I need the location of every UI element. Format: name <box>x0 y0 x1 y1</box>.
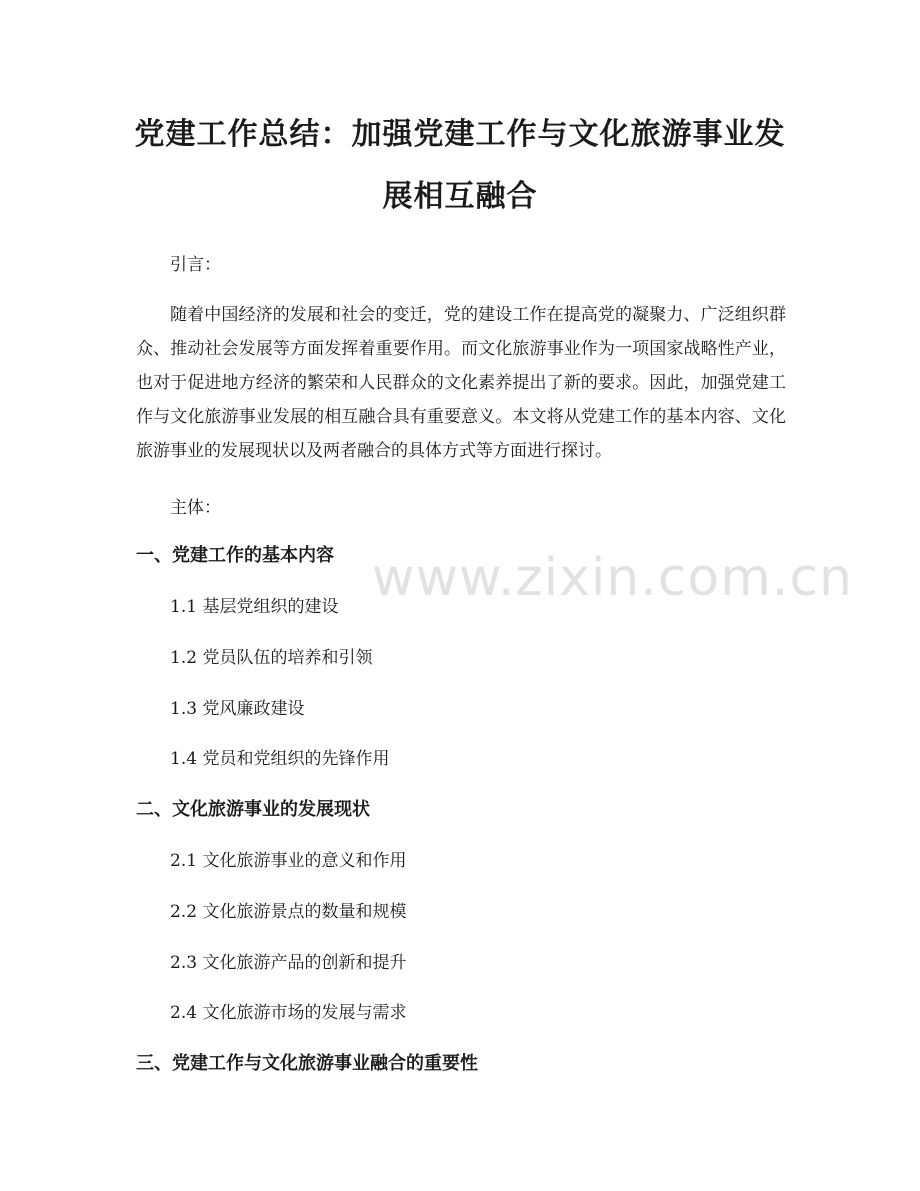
document-title: 党建工作总结：加强党建工作与文化旅游事业发展相互融合 <box>134 117 786 214</box>
list-item: 1.3 党风廉政建设 <box>170 699 305 719</box>
intro-paragraph: 随着中国经济的发展和社会的变迁，党的建设工作在提高党的凝聚力、广泛组织群众、推动社会发展等方面发挥着重要作用。而文化旅游事业作为一项国家战略性产业，也对于促进地方经济的繁荣和人民群众的文化素养提出了新的要求。因此，加强党建工作与文化旅游事业发展的相互融合具有重要意义。本文将从党建工作的基本内容、文化旅游事业的发展现状以及两者融合的具体方式等方面进行探讨。 <box>136 305 786 461</box>
intro-label: 引言： <box>170 255 221 275</box>
list-item: 1.1 基层党组织的建设 <box>170 597 339 617</box>
section-heading: 一、党建工作的基本内容 <box>136 545 334 566</box>
list-item: 1.4 党员和党组织的先锋作用 <box>170 749 390 769</box>
section-heading: 二、文化旅游事业的发展现状 <box>136 799 370 820</box>
list-item: 2.2 文化旅游景点的数量和规模 <box>170 902 407 922</box>
body-label: 主体： <box>170 498 221 518</box>
section-heading: 三、党建工作与文化旅游事业融合的重要性 <box>136 1053 478 1074</box>
watermark: www.zixin.com.cn <box>372 548 853 608</box>
list-item: 1.2 党员队伍的培养和引领 <box>170 648 373 668</box>
list-item: 2.3 文化旅游产品的创新和提升 <box>170 953 407 973</box>
list-item: 2.1 文化旅游事业的意义和作用 <box>170 851 407 871</box>
list-item: 2.4 文化旅游市场的发展与需求 <box>170 1003 407 1023</box>
